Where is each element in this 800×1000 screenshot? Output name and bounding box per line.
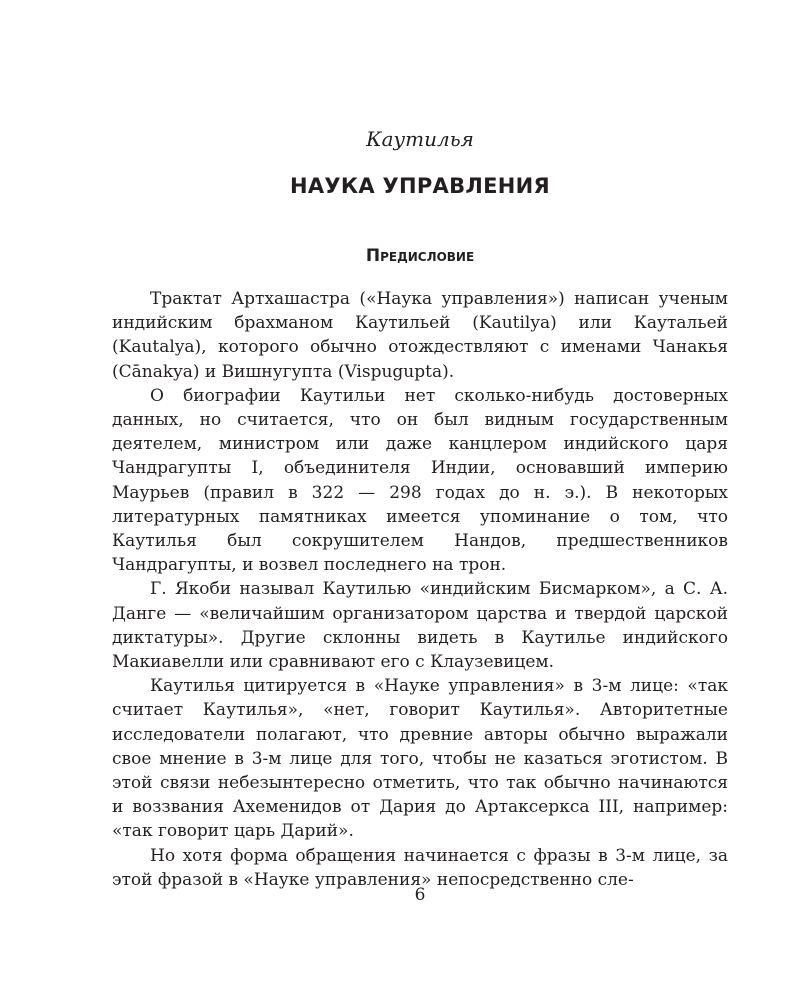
page-number: 6 [414, 885, 426, 905]
paragraph: Г. Якоби называл Каутилью «индийским Бисмарком», а С. А. Данге — «величайшим организатором царства и твердой царской диктатуры». Другие склонны видеть в Каутилье индийского Макиавелли или сравнивают его с Клаузевицем. [112, 579, 728, 673]
paragraph: Каутилья цитируется в «Науке управления» в 3-м лице: «так считает Каутилья», «нет, говорит Каутилья». Авторитетные исследователи полагают, что древние авторы обычно выражали свое мнение в 3-м лице для того, чтобы не казаться эготистом. В этой связи небезынтересно отметить, что так обычно начинаются и воззвания Ахеменидов от Дария до Артаксеркса III, например: «так говорит царь Дарий». [112, 676, 728, 842]
paragraph: Трактат Артхашастра («Наука управления») написан ученым индийским брахманом Каутильей (Kautilya) или Каутальей (Kautalya), которого обычно отождествляют с именами Чанакья (Cānakya) и Вишнугупта (Vispugupta). [112, 289, 728, 382]
paragraph: Но хотя форма обращения начинается с фразы в 3-м лице, за этой фразой в «Науке управления» непосредственно сле- [112, 845, 728, 890]
book-title: НАУКА УПРАВЛЕНИЯ [289, 174, 551, 198]
body-text [112, 287, 728, 892]
author-name: Каутилья [366, 127, 474, 151]
paragraph: О биографии Каутильи нет сколько-нибудь достоверных данных, но считается, что он был видным государственным деятелем, министром или даже канцлером индийского царя Чандрагупты I, объединителя Индии, основавший империю Маурьев (правил в 322 — 298 годах до н. э.). В некоторых литературных памятниках имеется упоминание о том, что Каутилья был сокрушителем Нандов, предшественников Чандрагупты, и возвел последнего на трон. [112, 385, 728, 576]
book-page [112, 0, 728, 1000]
section-title: Предисловие [365, 246, 475, 266]
